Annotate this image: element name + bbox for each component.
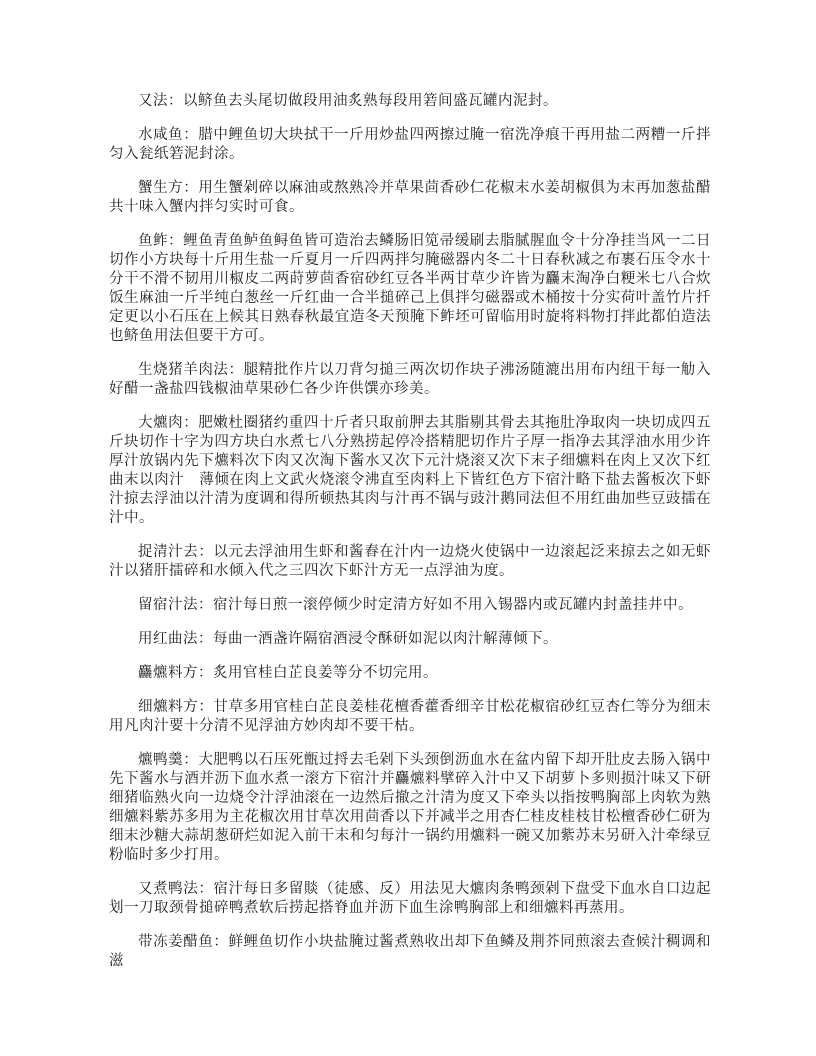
paragraph-you-zhu-ya-fa: 又煮鸭法：宿汁每日多留賧（徒感、反）用法见大爊肉条鸭颈剁下盘受下血水自口边起划一刀取颈骨搥碎鸭煮软后捞起搭脊血并沥下血生涂鸭胸部上和细爊料再蒸用。	[109, 881, 711, 916]
paragraph-cu-ao-liao-fang: 麤爊料方：炙用官桂白芷良姜等分不切完用。	[138, 665, 438, 681]
paragraph-yong-hong-qu-fa: 用红曲法：每曲一酒盏许隔宿酒浸令酥研如泥以肉汁解薄倾下。	[138, 631, 558, 647]
text-block	[109, 92, 711, 971]
paragraph-da-ao-rou: 大爊肉：肥嫩杜圈猪约重四十斤者只取前胛去其脂剔其骨去其拖肚净取肉一块切成四五斤块切作十字为四方块白水煮七八分熟捞起停冷搭精肥切作片子厚一指净去其浮油水用少许厚汁放锅内先下爊料次下肉又次淘下酱水又次下元汁烧滚又次下末子细爊料在肉上又次下红曲末以肉汁 薄倾在肉上文武火烧滚令沸直至肉料上下皆红色方下宿汁略下盐去酱板次下虾汁掠去浮油以汁清为度调和得所顿热其肉与汁再不锅与豉汁鹅同法但不用红曲加些豆豉擂在汁中。	[109, 415, 711, 526]
paragraph-ao-ya-geng: 爊鸭羹：大肥鸭以石压死甑过捋去毛剁下头颈倒沥血水在盆内留下却开肚皮去肠入锅中先下酱水与酒并沥下血水煮一滚方下宿汁并麤爊料擘碎入汁中又下胡萝卜多则损汁味又下研细猪临熟火向一边烧令汁浮油滚在一边然后撤之汁清为度又下牵头以指按鸭胸部上肉软为熟细爊料紫苏多用为主花椒次用甘草次用茴香以下并减半之用杏仁桂皮桂枝甘松檀香砂仁研为细末沙糖大蒜胡葱研烂如泥入前干末和匀每汁一锅约用爊料一碗又加紫苏末另研入汁牵绿豆粉临时多少打用。	[109, 752, 711, 863]
paragraph-zhuo-qing-zhi: 捉清汁去：以元去浮油用生虾和酱舂在汁内一边烧火使锅中一边滚起泛来掠去之如无虾汁以猪肝擂碎和水倾入代之三四次下虾汁方无一点浮油为度。	[109, 544, 711, 579]
paragraph-shui-xian-yu: 水咸鱼：腊中鲤鱼切大块拭干一斤用炒盐四两擦过腌一宿洗净痕干再用盐二两糟一斤拌匀入瓮纸箬泥封涂。	[109, 127, 711, 162]
paragraph-dai-dong-jiang-cu-yu: 带冻姜醋鱼：鲜鲤鱼切作小块盐腌过酱煮熟收出却下鱼鳞及荆芥同煎滚去查候汁稠调和滋	[109, 934, 711, 969]
paragraph-you-fa: 又法：以鲚鱼去头尾切做段用油炙熟每段用箬间盛瓦罐内泥封。	[138, 93, 558, 109]
paragraph-xi-ao-liao-fang: 细爊料方：甘草多用官桂白芷良姜桂花檀香藿香细辛甘松花椒宿砂红豆杏仁等分为细末用凡肉汁要十分清不见浮油方妙肉却不要干枯。	[109, 699, 711, 734]
paragraph-yu-zha: 鱼鲊：鲤鱼青鱼鲈鱼鲟鱼皆可造治去鳞肠旧笕帚缓刷去脂腻腥血令十分净挂当风一二日切作小方块每十斤用生盐一斤夏月一斤四两拌匀腌磁器内冬二十日春秋减之布裹石压令水十分干不滑不韧用川椒皮二两莳萝茴香宿砂红豆各半两甘草少许皆为麤末淘净白粳米七八合炊饭生麻油一斤半纯白葱丝一斤红曲一合半搥碎己上俱拌匀磁器或木桶按十分实荷叶盖竹片扦定更以小石压在上候其日熟春秋最宜造冬天预腌下鲊坯可留临用时旋将料物打拌此都伯造法也鲚鱼用法但要干方可。	[109, 233, 711, 344]
paragraph-xie-sheng-fang: 蟹生方：用生蟹剁碎以麻油或熬熟冷并草果茴香砂仁花椒末水姜胡椒俱为末再加葱盐醋共十味入蟹内拌匀实时可食。	[109, 180, 711, 215]
paragraph-sheng-shao-zhu-yang-rou-fa: 生烧猪羊肉法：腿精批作片以刀背匀搥三两次切作块子沸汤随漉出用布内纽干每一觔入好醋一盏盐四钱椒油草果砂仁各少许供馔亦珍美。	[109, 362, 711, 397]
paragraph-liu-su-zhi-fa: 留宿汁法：宿汁每日煎一滚停倾少时定清方好如不用入锡器内或瓦罐内封盖挂井中。	[138, 597, 693, 613]
